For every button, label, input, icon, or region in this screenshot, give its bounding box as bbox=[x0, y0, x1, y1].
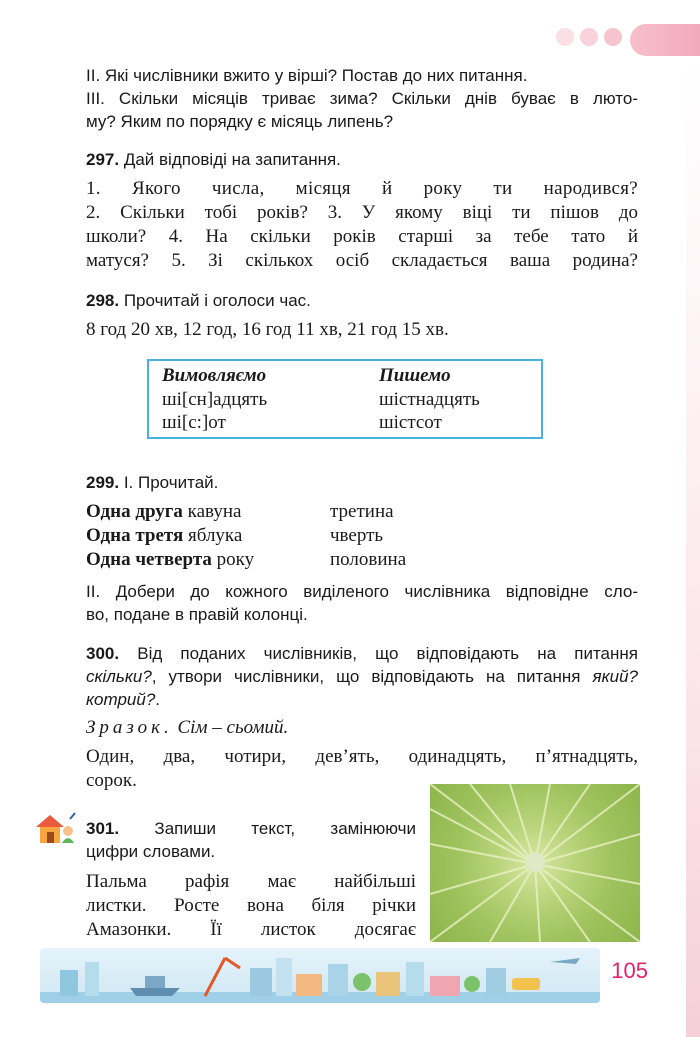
fraction-rest: кавуна bbox=[182, 501, 242, 522]
italic-question: котрий? bbox=[86, 690, 156, 709]
pronunciation-table bbox=[147, 359, 543, 439]
text-line: Амазонки. Її листок досягає bbox=[86, 919, 416, 940]
city-footer-illustration bbox=[40, 948, 600, 1003]
exercise-298-times: 8 год 20 хв, 12 год, 16 год 11 хв, 21 год 15 хв. bbox=[86, 319, 449, 340]
exercise-task: Дай відповіді на запитання. bbox=[123, 150, 341, 169]
exercise-298-heading bbox=[86, 289, 311, 312]
exercise-number: 300. bbox=[86, 644, 120, 663]
exercise-300-task bbox=[86, 642, 638, 711]
text-span: Запиши текст, замінюючи bbox=[154, 819, 416, 838]
text-line: му? Яким по порядку є місяць липень? bbox=[86, 112, 394, 131]
fraction-row bbox=[86, 500, 486, 524]
table-cell-say: ші[сн]адцять bbox=[162, 389, 268, 410]
fraction-row bbox=[86, 548, 486, 572]
text-line bbox=[86, 642, 638, 665]
text-line: Один, два, чотири, дев’ять, одинадцять, п’ятнадцять, bbox=[86, 746, 638, 767]
sample-label: Зразок. bbox=[86, 717, 173, 738]
home-task-icon bbox=[32, 811, 76, 845]
exercise-300-sample bbox=[86, 716, 288, 740]
exercise-task: Прочитай і оголоси час. bbox=[123, 291, 311, 310]
exercise-297-questions bbox=[86, 177, 638, 273]
header-dots bbox=[556, 28, 622, 46]
exercise-301-task bbox=[86, 817, 416, 863]
table-cell-write: шістнадцять bbox=[379, 389, 480, 410]
fraction-bold: Одна друга bbox=[86, 501, 183, 522]
question-line: школи? 4. На скільки років старші за тебе тато й bbox=[86, 226, 638, 247]
text-line bbox=[86, 817, 416, 840]
palm-leaf-photo bbox=[430, 784, 640, 942]
exercise-task: І. Прочитай. bbox=[123, 473, 219, 492]
text-line bbox=[86, 688, 638, 711]
exercise-number: 301. bbox=[86, 819, 120, 838]
text-line: сорок. bbox=[86, 770, 137, 791]
exercise-number: 299. bbox=[86, 473, 120, 492]
text-span: . bbox=[155, 690, 161, 709]
exercise-299-part2 bbox=[86, 580, 638, 626]
decor-dot bbox=[604, 28, 622, 46]
fraction-row bbox=[86, 524, 486, 548]
question-line: 1. Якого числа, місяця й року ти народився? bbox=[86, 178, 638, 199]
text-span: Від поданих числівників, що відповідають на питання bbox=[137, 644, 638, 663]
exercise-299-heading bbox=[86, 471, 218, 494]
text-line: Пальма рафія має найбільші bbox=[86, 871, 416, 892]
table-cell-say: ші[с:]от bbox=[162, 412, 226, 433]
text-line: цифри словами. bbox=[86, 842, 216, 861]
table-header-write: Пишемо bbox=[379, 365, 451, 386]
fraction-rest: року bbox=[211, 549, 255, 570]
fraction-rest: яблука bbox=[183, 525, 243, 546]
palm-leaf-rays bbox=[430, 784, 640, 942]
table-cell-write: шістсот bbox=[379, 412, 442, 433]
italic-question: який? bbox=[592, 667, 638, 686]
fraction-word: чверть bbox=[330, 525, 384, 546]
text-line: ІІ. Які числівники вжито у вірші? Постав до них питання. bbox=[86, 66, 528, 85]
top-questions bbox=[86, 64, 638, 133]
city-skyline bbox=[40, 948, 600, 1003]
fraction-word: третина bbox=[330, 501, 394, 522]
text-line: ІІІ. Скільки місяців триває зима? Скільки днів буває в люто- bbox=[86, 89, 638, 108]
exercise-301-text bbox=[86, 870, 416, 942]
text-line: во, подане в правій колонці. bbox=[86, 605, 308, 624]
table-header-say: Вимовляємо bbox=[162, 365, 267, 386]
header-pink-tab bbox=[630, 24, 700, 56]
italic-question: скільки? bbox=[86, 667, 152, 686]
decor-dot bbox=[580, 28, 598, 46]
decor-dot bbox=[556, 28, 574, 46]
exercise-number: 298. bbox=[86, 291, 120, 310]
text-span: , утвори числівники, що відповідають на питання bbox=[151, 667, 581, 686]
text-line: ІІ. Добери до кожного виділеного числівника відповідне сло- bbox=[86, 582, 638, 601]
text-line: листки. Росте вона біля річки bbox=[86, 895, 416, 916]
exercise-number: 297. bbox=[86, 150, 120, 169]
fraction-bold: Одна четверта bbox=[86, 549, 212, 570]
exercise-297-heading bbox=[86, 148, 341, 171]
sample-text: Сім – сьомий. bbox=[177, 717, 289, 738]
question-line: 2. Скільки тобі років? 3. У якому віці ти пішов до bbox=[86, 202, 638, 223]
question-line: матуся? 5. Зі скількох осіб складається ваша родина? bbox=[86, 250, 638, 271]
right-decor-strip bbox=[686, 60, 700, 1037]
fractions-list bbox=[86, 500, 486, 572]
fraction-bold: Одна третя bbox=[86, 525, 184, 546]
page-number: 105 bbox=[611, 958, 648, 983]
text-line bbox=[86, 665, 638, 688]
fraction-word: половина bbox=[330, 549, 407, 570]
